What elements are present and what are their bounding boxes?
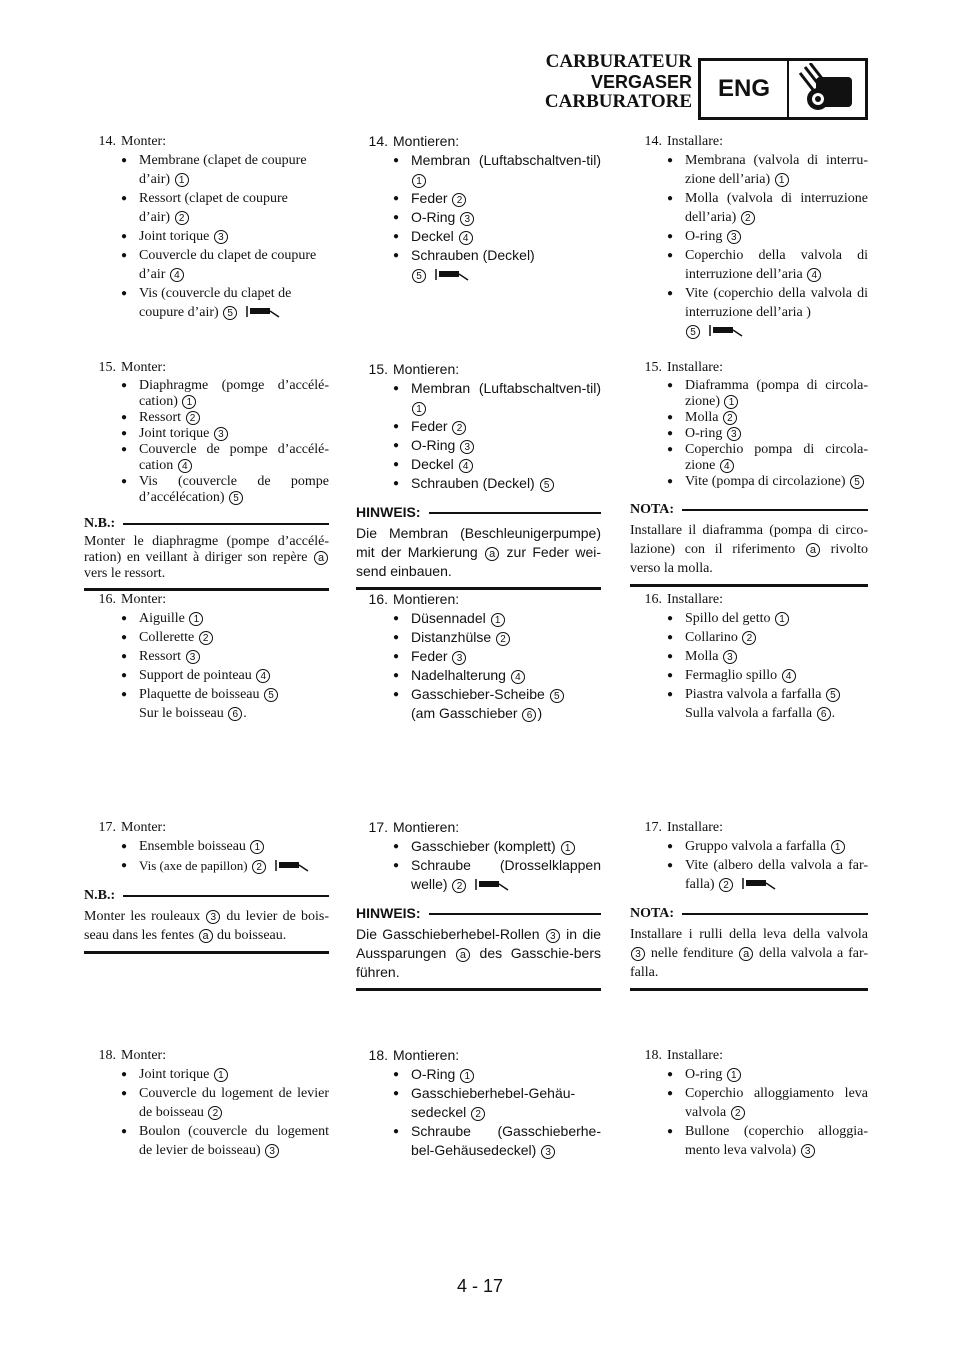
- page-number: 4 - 17: [456, 1276, 504, 1296]
- section-titles: [545, 52, 692, 112]
- eng-label: ENG: [701, 61, 789, 117]
- it-step-17: 17. Installare: ● Gruppo valvola a farfalla 1 ● Vite (albero della valvola a far-falla) 2 NOTA: Installare i rulli della leva della valvola 3 nelle fenditure a della valvola a far-falla.: [630, 818, 868, 991]
- de-step-18: 18. Montieren: ● O-Ring 1 ● Gasschieberhebel-Gehäu-sedeckel 2 ● Schraube (Gasschieberhe-bel-Gehäusedeckel) 3: [356, 1046, 601, 1160]
- de-step-14: 14. Montieren: ● Membran (Luftabschaltven-til) 1 ● Feder 2 ● O-Ring 3 ● Deckel 4 ● Schrauben (Deckel) 5: [356, 132, 601, 284]
- fr-step-16: 16. Monter: ● Aiguille 1 ● Collerette 2 ● Ressort 3 ● Support de pointeau 4 ● Plaquette de boisseau 5 Sur le boisseau 6 .: [84, 590, 329, 723]
- fr-step-15: 15. Monter: ● Diaphragme (pomge d’accélé-cation) 1 ● Ressort 2 ● Joint torique 3 ● Couvercle de pompe d’accélé-cation 4 ● Vis (couvercle de pompe d’accélécation) 5 N.B.: Monter le diaphragme (pompe d’accélé-ration) en veillant à diriger son repère a vers le ressort.: [84, 360, 329, 591]
- de-note-15: HINWEIS: Die Membran (Beschleunigerpumpe) mit der Markierung a zur Feder wei-send einbauen.: [356, 503, 601, 590]
- it-step-15: 15. Installare: ● Diaframma (pompa di circola-zione) 1 ● Molla 2 ● O-ring 3 ● Coperchio pompa di circola-zione 4 ● Vite (pompa di circolazione) 5 NOTA: Installare il diaframma (pompa di circo-lazione) con il riferimento a rivolto verso la molla.: [630, 360, 868, 587]
- title-fr: CARBURATEUR: [545, 51, 692, 72]
- de-step-15: 15. Montieren: ● Membran (Luftabschaltven-til) 1 ● Feder 2 ● O-Ring 3 ● Deckel 4 ● Schrauben (Deckel) 5 HINWEIS: Die Membran (Beschleunigerpumpe) mit der Markierung a zur Feder wei-send einbauen.: [356, 360, 601, 590]
- it-step-18: 18. Installare: ● O-ring 1 ● Coperchio alloggiamento leva valvola 2 ● Bullone (coperchio alloggia-mento leva valvola) 3: [630, 1046, 868, 1160]
- de-step-17: 17. Montieren: ● Gasschieber (komplett) 1 ● Schraube (Drosselklappen welle) 2 HINWEIS: Die Gasschieberhebel-Rollen 3 in die Aussparungen a des Gasschie-bers führen.: [356, 818, 601, 991]
- title-de: VERGASER: [590, 72, 692, 92]
- fr-note-17: N.B.: Monter les rouleaux 3 du levier de bois-seau dans les fentes a du boisseau.: [84, 886, 329, 954]
- fr-note-15: N.B.: Monter le diaphragme (pompe d’accélé-ration) en veillant à diriger son repère a vers le ressort.: [84, 516, 329, 591]
- carburetor-icon: [789, 61, 865, 117]
- it-note-15: NOTA: Installare il diaframma (pompa di circo-lazione) con il riferimento a rivolto verso la molla.: [630, 500, 868, 587]
- torque-wrench-icon: [474, 878, 510, 891]
- it-step-16: 16. Installare: ● Spillo del getto 1 ● Collarino 2 ● Molla 3 ● Fermaglio spillo 4 ● Piastra valvola a farfalla 5 Sulla valvola a farfalla 6 .: [630, 590, 868, 723]
- torque-wrench-icon: [274, 859, 310, 872]
- fr-step-14: 14. Monter: ● Membrane (clapet de coupure d’air) 1 ● Ressort (clapet de coupure d’air) 2 ● Joint torique 3 ● Couvercle du clapet de coupure d’air 4 ● Vis (couvercle du clapet de coupure d’air) 5: [84, 132, 329, 322]
- torque-wrench-icon: [434, 268, 470, 281]
- torque-wrench-icon: [708, 324, 744, 337]
- section-badge: [698, 58, 868, 120]
- torque-wrench-icon: [245, 305, 281, 318]
- torque-wrench-icon: [741, 877, 777, 890]
- de-note-17: HINWEIS: Die Gasschieberhebel-Rollen 3 in die Aussparungen a des Gasschie-bers führen.: [356, 904, 601, 991]
- it-step-14: 14. Installare: ● Membrana (valvola di interru-zione dell’aria) 1 ● Molla (valvola di interruzione dell’aria) 2 ● O-ring 3 ● Coperchio della valvola di interruzione dell’aria 4 ● Vite (coperchio della valvola di interruzione dell’aria ) 5: [630, 132, 868, 341]
- title-it: CARBURATORE: [544, 91, 692, 112]
- it-note-17: NOTA: Installare i rulli della leva della valvola 3 nelle fenditure a della valvola a far-falla.: [630, 904, 868, 991]
- fr-step-17: 17. Monter: ● Ensemble boisseau 1 ● Vis (axe de papillon) 2 N.B.: Monter les rouleaux 3 du levier de bois-seau dans les fentes a du boisseau.: [84, 818, 329, 954]
- fr-step-18: 18. Monter: ● Joint torique 1 ● Couvercle du logement de levier de boisseau 2 ● Boulon (couvercle du logement de levier de boisseau) 3: [84, 1046, 329, 1160]
- de-step-16: 16. Montieren: ● Düsennadel 1 ● Distanzhülse 2 ● Feder 3 ● Nadelhalterung 4 ● Gasschieber-Scheibe 5 (am Gasschieber 6 ): [356, 590, 601, 723]
